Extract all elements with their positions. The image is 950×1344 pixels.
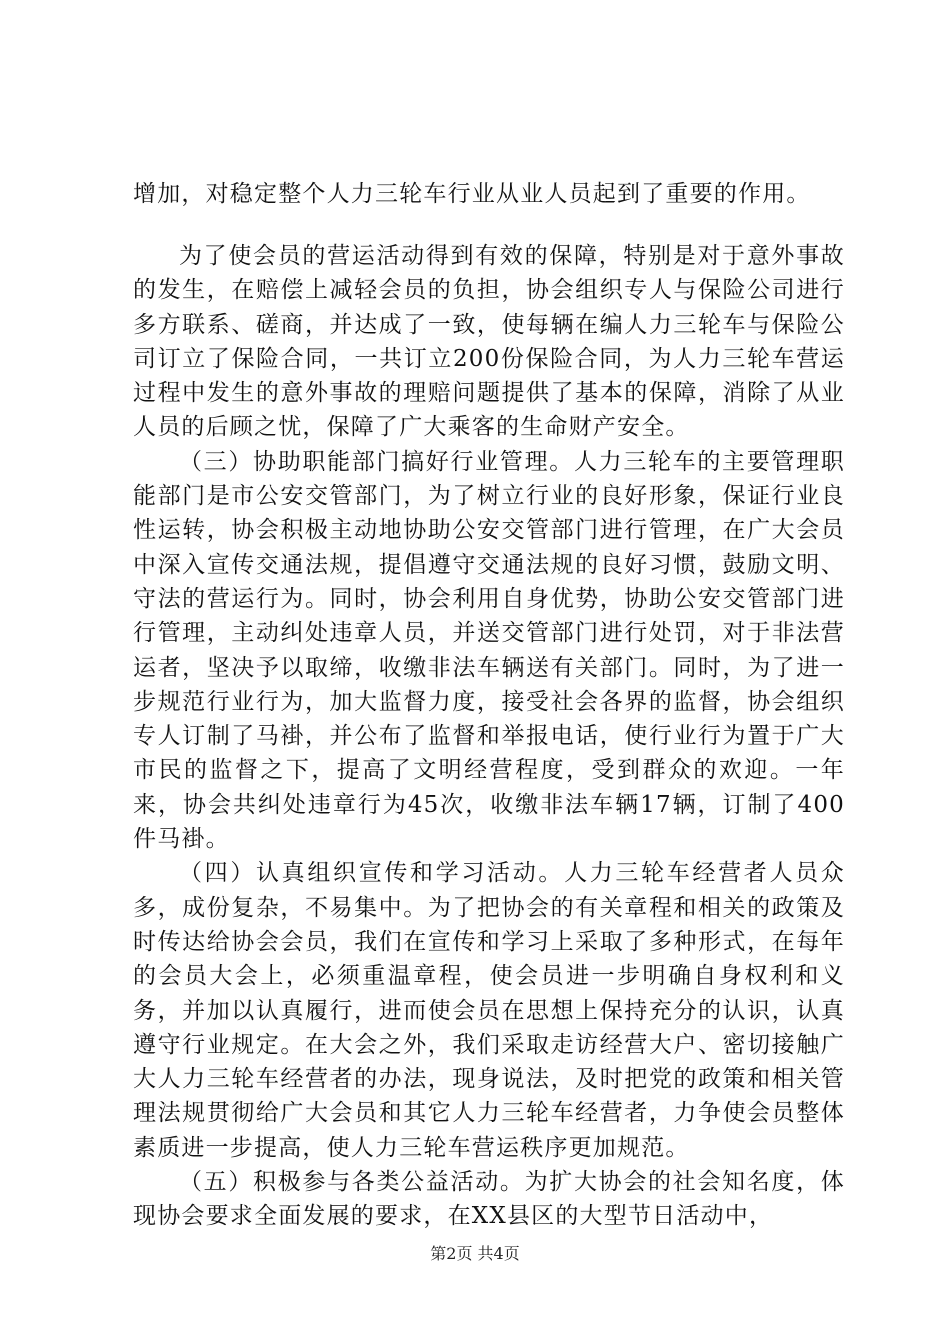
continuation-block <box>133 177 845 211</box>
paragraph-section-3: （三）协助职能部门搞好行业管理。人力三轮车的主要管理职能部门是市公安交管部门，为了树立行业的良好形象，保证行业良性运转，协会积极主动地协助公安交管部门进行管理，在广大会员中深入宣传交通法规，提倡遵守交通法规的良好习惯，鼓励文明、守法的营运行为。同时，协会利用自身优势，协助公安交管部门进行管理，主动纠处违章人员，并送交管部门进行处罚，对于非法营运者，坚决予以取缔，收缴非法车辆送有关部门。同时，为了进一步规范行业行为，加大监督力度，接受社会各界的监督，协会组织专人订制了马褂，并公布了监督和举报电话，使行业行为置于广大市民的监督之下，提高了文明经营程度，受到群众的欢迎。一年来，协会共纠处违章行为45次，收缴非法车辆17辆，订制了400件马褂。 <box>133 448 845 853</box>
paragraph-section-4: （四）认真组织宣传和学习活动。人力三轮车经营者人员众多，成份复杂，不易集中。为了把协会的有关章程和相关的政策及时传达给协会会员，我们在宣传和学习上采取了多种形式，在每年的会员大会上，必须重温章程，使会员进一步明确自身权利和义务，并加以认真履行，进而使会员在思想上保持充分的认识，认真遵守行业规定。在大会之外，我们采取走访经营大户、密切接触广大人力三轮车经营者的办法，现身说法，及时把党的政策和相关管理法规贯彻给广大会员和其它人力三轮车经营者，力争使会员整体素质进一步提高，使人力三轮车营运秩序更加规范。 <box>133 860 845 1161</box>
paragraph-section-5: （五）积极参与各类公益活动。为扩大协会的社会知名度，体现协会要求全面发展的要求，在XX县区的大型节日活动中， <box>133 1169 845 1230</box>
paragraph-insurance: 为了使会员的营运活动得到有效的保障，特别是对于意外事故的发生，在赔偿上减轻会员的负担，协会组织专人与保险公司进行多方联系、磋商，并达成了一致，使每辆在编人力三轮车与保险公司订立了保险合同，一共订立200份保险合同，为人力三轮车营运过程中发生的意外事故的理赔问题提供了基本的保障，消除了从业人员的后顾之忧，保障了广大乘客的生命财产安全。 <box>133 243 845 441</box>
continuation-line: 增加，对稳定整个人力三轮车行业从业人员起到了重要的作用。 <box>133 181 811 207</box>
document-body <box>133 239 845 1234</box>
page-number-footer: 第2页 共4页 <box>430 1244 520 1263</box>
